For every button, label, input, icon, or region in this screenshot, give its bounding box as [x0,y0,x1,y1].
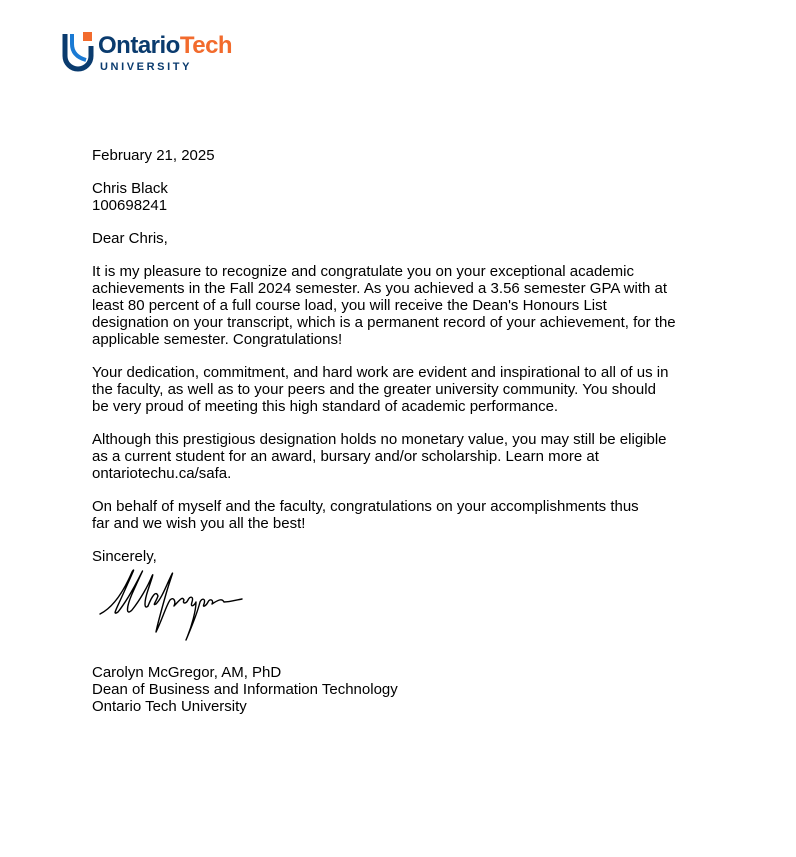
text-line: On behalf of myself and the faculty, congratulations on your accomplishments thus [92,498,639,515]
logo-subtitle: UNIVERSITY [100,61,193,73]
paragraph-2 [92,364,668,415]
text-line: ontariotechu.ca/safa. [92,465,232,482]
text-line: be very proud of meeting this high standard of academic performance. [92,398,559,415]
signatory-institution: Ontario Tech University [92,698,247,715]
text-line: far and we wish you all the best! [92,515,306,532]
text-line: the faculty, as well as to your peers and the greater university community. You should [92,381,656,398]
text-line: designation on your transcript, which is a permanent record of your achievement, for the [92,314,676,331]
letter-date: February 21, 2025 [92,147,215,164]
signatory-block [92,664,398,715]
text-line: Your dedication, commitment, and hard work are evident and inspirational to all of us in [92,364,669,381]
paragraph-1 [92,263,676,348]
text-line: least 80 percent of a full course load, you will receive the Dean's Honours List [92,297,607,314]
logo-wordmark [98,32,232,60]
logo-tech: Tech [179,32,233,59]
paragraph-3 [92,431,667,482]
paragraph-4 [92,498,639,532]
recipient-id: 100698241 [92,197,168,214]
salutation: Dear Chris, [92,230,168,247]
ontario-tech-logo [62,30,252,76]
text-line: as a current student for an award, bursary and/or scholarship. Learn more at [92,448,599,465]
logo-mark-icon [62,30,96,74]
text-line: Although this prestigious designation holds no monetary value, you may still be eligible [92,431,667,448]
closing: Sincerely, [92,548,157,565]
text-line: It is my pleasure to recognize and congratulate you on your exceptional academic [92,263,634,280]
signature-image [96,566,246,646]
signatory-title: Dean of Business and Information Technology [92,681,398,698]
recipient-block [92,180,168,214]
signatory-name: Carolyn McGregor, AM, PhD [92,664,282,681]
text-line: applicable semester. Congratulations! [92,331,343,348]
recipient-name: Chris Black [92,180,168,197]
text-line: achievements in the Fall 2024 semester. As you achieved a 3.56 semester GPA with at [92,280,668,297]
logo-ontario: Ontario [98,32,180,59]
